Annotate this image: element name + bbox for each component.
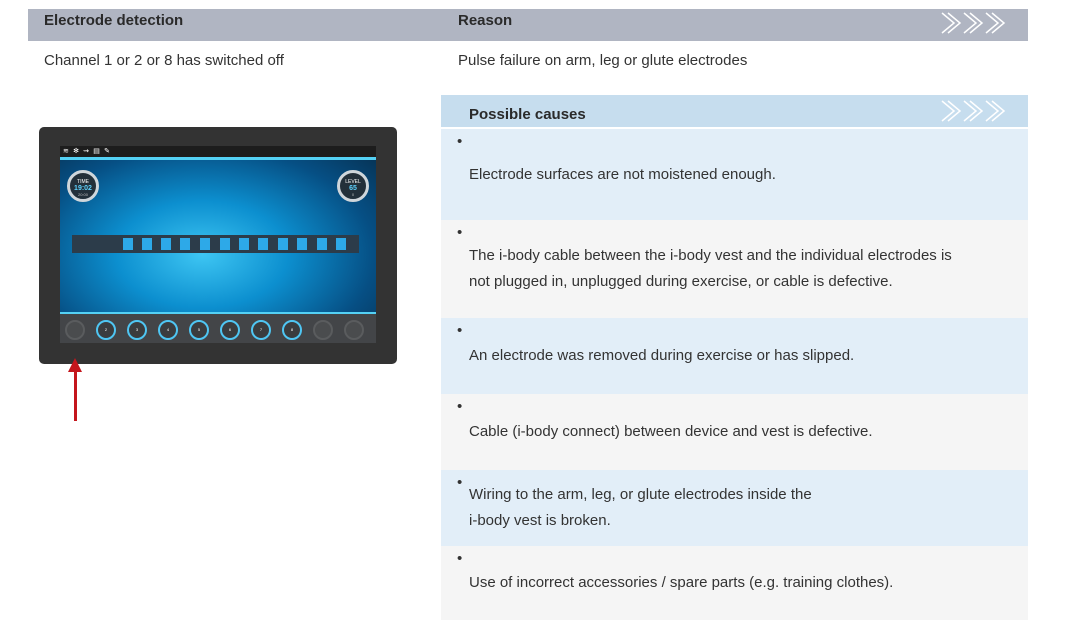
channel-1-knob xyxy=(65,320,85,340)
channel-bar xyxy=(60,312,376,343)
time-label: TIME xyxy=(77,179,89,185)
pulse-block xyxy=(258,238,268,250)
channel-10-knob xyxy=(344,320,364,340)
red-arrow-shaft xyxy=(74,370,77,421)
cause-text: Cable (i-body connect) between device and vest is defective. xyxy=(469,423,873,440)
pulse-indicator-bar xyxy=(72,235,359,253)
channel-6-knob: 6 xyxy=(220,320,240,340)
device-screen xyxy=(60,146,376,343)
pulse-block xyxy=(123,238,133,250)
reason-text: Pulse failure on arm, leg or glute electrodes xyxy=(458,52,748,69)
chevrons-icon xyxy=(940,100,1008,122)
bullet: • xyxy=(457,224,463,241)
time-value: 19:02 xyxy=(74,185,92,192)
cause-row xyxy=(441,220,1028,318)
cause-text: The i-body cable between the i-body vest and the individual electrodes is not plugged in, unplugged during exercise, or cable is defective. xyxy=(469,247,952,290)
pulse-block xyxy=(317,238,327,250)
header-reason: Reason xyxy=(458,12,513,29)
pulse-block xyxy=(161,238,171,250)
pulse-block xyxy=(220,238,230,250)
pulse-block xyxy=(142,238,152,250)
bullet: • xyxy=(457,474,463,491)
header-electrode-detection: Electrode detection xyxy=(44,12,184,29)
chevrons-icon xyxy=(940,12,1008,34)
channel-7-knob: 7 xyxy=(251,320,271,340)
level-gauge xyxy=(337,170,369,202)
bullet: • xyxy=(457,550,463,567)
time-gauge xyxy=(67,170,99,202)
screen-accent-line xyxy=(60,157,376,160)
cause-text: Electrode surfaces are not moistened enough. xyxy=(469,165,776,183)
pulse-block xyxy=(278,238,288,250)
pulse-block xyxy=(297,238,307,250)
cause-text: Wiring to the arm, leg, or glute electrodes inside the i-body vest is broken. xyxy=(469,486,812,529)
cause-row xyxy=(441,546,1028,620)
causes-title: Possible causes xyxy=(469,106,586,123)
status-icons: ≋ ✻ ⇝ ▤ ✎ xyxy=(63,147,111,155)
channel-3-knob: 3 xyxy=(127,320,147,340)
channel-5-knob: 5 xyxy=(189,320,209,340)
cause-row xyxy=(441,129,1028,220)
pulse-block xyxy=(200,238,210,250)
time-sub: 20:00 xyxy=(77,192,88,197)
level-label: LEVEL xyxy=(345,179,361,185)
bullet: • xyxy=(457,322,463,339)
level-value: 65 xyxy=(349,185,357,192)
channel-9-knob xyxy=(313,320,333,340)
cause-text: Use of incorrect accessories / spare parts (e.g. training clothes). xyxy=(469,574,894,591)
channel-4-knob: 4 xyxy=(158,320,178,340)
status-bar xyxy=(60,146,376,157)
channel-8-knob: 8 xyxy=(282,320,302,340)
level-sub: 0 xyxy=(351,192,355,197)
channel-2-knob: 2 xyxy=(96,320,116,340)
cause-text: An electrode was removed during exercise or has slipped. xyxy=(469,347,855,364)
cause-row xyxy=(441,394,1028,470)
bullet: • xyxy=(457,133,463,150)
cause-row xyxy=(441,318,1028,394)
pulse-block xyxy=(239,238,249,250)
detection-text: Channel 1 or 2 or 8 has switched off xyxy=(44,52,284,69)
bullet: • xyxy=(457,398,463,415)
pulse-block xyxy=(180,238,190,250)
pulse-block xyxy=(336,238,346,250)
cause-row xyxy=(441,470,1028,546)
